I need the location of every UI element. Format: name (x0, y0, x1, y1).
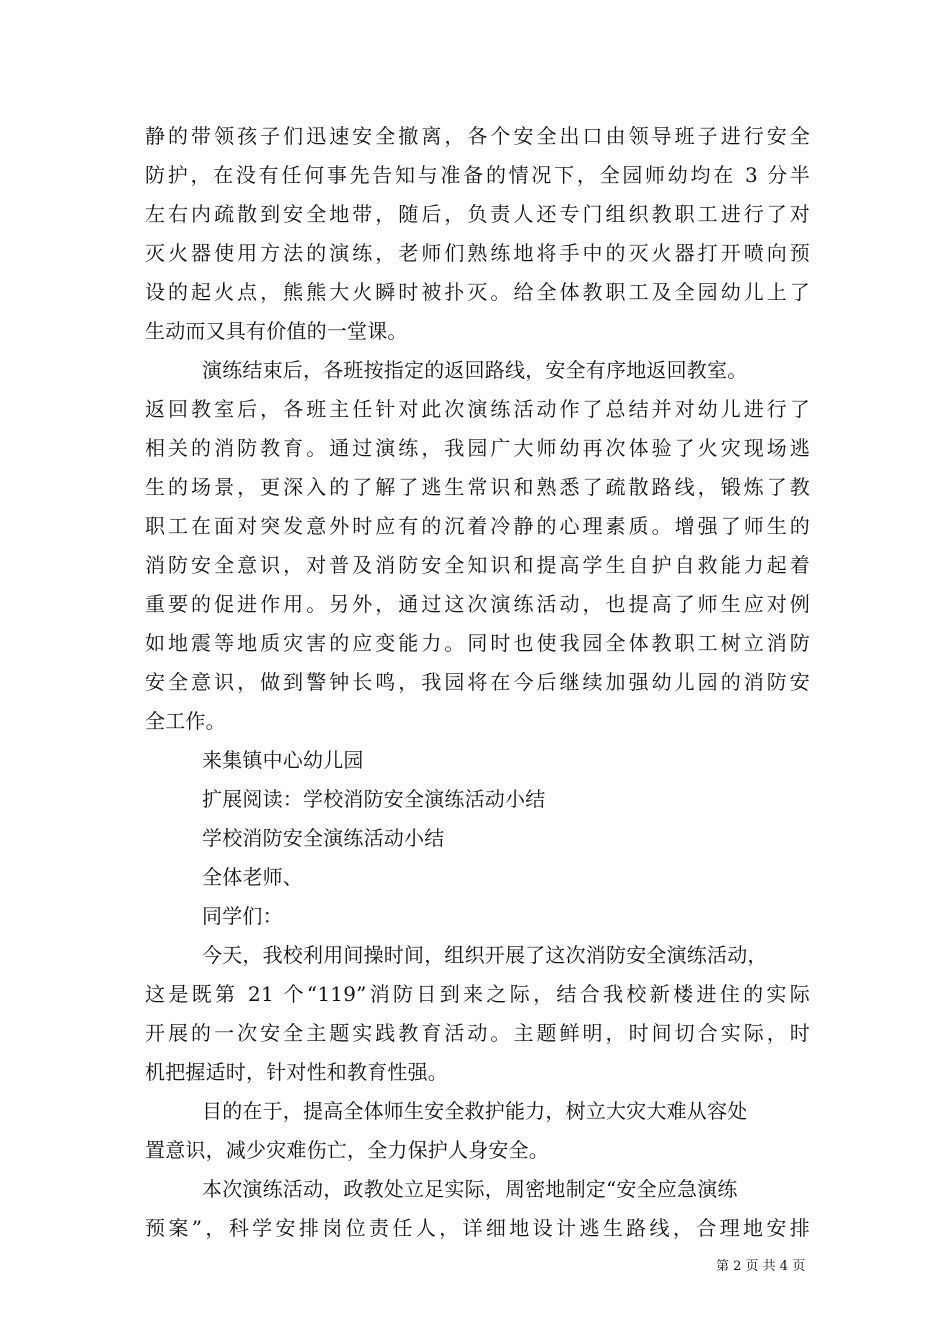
text-line: 全工作。 (145, 709, 226, 733)
text-line: 灭火器使用方法的演练，老师们熟练地将手中的灭火器打开喷向预 (145, 241, 810, 265)
text-line: 预案”，科学安排岗位责任人，详细地设计逃生路线，合理地安排 (145, 1216, 810, 1240)
text-line: 消防安全意识，对普及消防安全知识和提高学生自护自救能力起着 (145, 553, 810, 577)
extended-reading-title: 扩展阅读：学校消防安全演练活动小结 (202, 787, 546, 811)
text-line: 今天，我校利用间操时间，组织开展了这次消防安全演练活动， (202, 943, 768, 967)
document-body (145, 117, 810, 1248)
text-line: 职工在面对突发意外时应有的沉着冷静的心理素质。增强了师生的 (145, 514, 810, 538)
text-line: 相关的消防教育。通过演练，我园广大师幼再次体验了火灾现场逃 (145, 436, 810, 460)
text-line: 防护，在没有任何事先告知与准备的情况下，全园师幼均在 3 分半 (145, 163, 810, 187)
text-line: 生的场景，更深入的了解了逃生常识和熟悉了疏散路线，锻炼了教 (145, 475, 810, 499)
text-line: 左右内疏散到安全地带，随后，负责人还专门组织教职工进行了对 (145, 202, 810, 226)
text-line: 演练结束后，各班按指定的返回路线，安全有序地返回教室。 (202, 358, 748, 382)
text-line: 目的在于，提高全体师生安全救护能力，树立大灾大难从容处 (202, 1099, 748, 1123)
text-line: 如地震等地质灾害的应变能力。同时也使我园全体教职工树立消防 (145, 631, 810, 655)
page-number: 第 2 页 共 4 页 (716, 1259, 806, 1274)
signature-line: 来集镇中心幼儿园 (202, 748, 364, 772)
text-line: 返回教室后，各班主任针对此次演练活动作了总结并对幼儿进行了 (145, 397, 810, 421)
text-line: 安全意识，做到警钟长鸣，我园将在今后继续加强幼儿园的消防安 (145, 670, 810, 694)
salutation-line: 同学们： (202, 904, 283, 928)
text-line: 静的带领孩子们迅速安全撤离，各个安全出口由领导班子进行安全 (145, 124, 810, 148)
text-line: 生动而又具有价值的一堂课。 (145, 319, 408, 343)
text-line: 机把握适时，针对性和教育性强。 (145, 1060, 448, 1084)
text-line: 开展的一次安全主题实践教育活动。主题鲜明，时间切合实际，时 (145, 1021, 810, 1045)
section-title: 学校消防安全演练活动小结 (202, 826, 445, 850)
text-line: 设的起火点，熊熊大火瞬时被扑灭。给全体教职工及全园幼儿上了 (145, 280, 810, 304)
salutation-line: 全体老师、 (202, 865, 303, 889)
text-line: 重要的促进作用。另外，通过这次演练活动，也提高了师生应对例 (145, 592, 810, 616)
text-line: 置意识，减少灾难伤亡，全力保护人身安全。 (145, 1138, 549, 1162)
text-line: 本次演练活动，政教处立足实际，周密地制定“安全应急演练 (202, 1177, 738, 1201)
text-line: 这是既第 21 个“119”消防日到来之际，结合我校新楼进住的实际 (145, 982, 810, 1006)
